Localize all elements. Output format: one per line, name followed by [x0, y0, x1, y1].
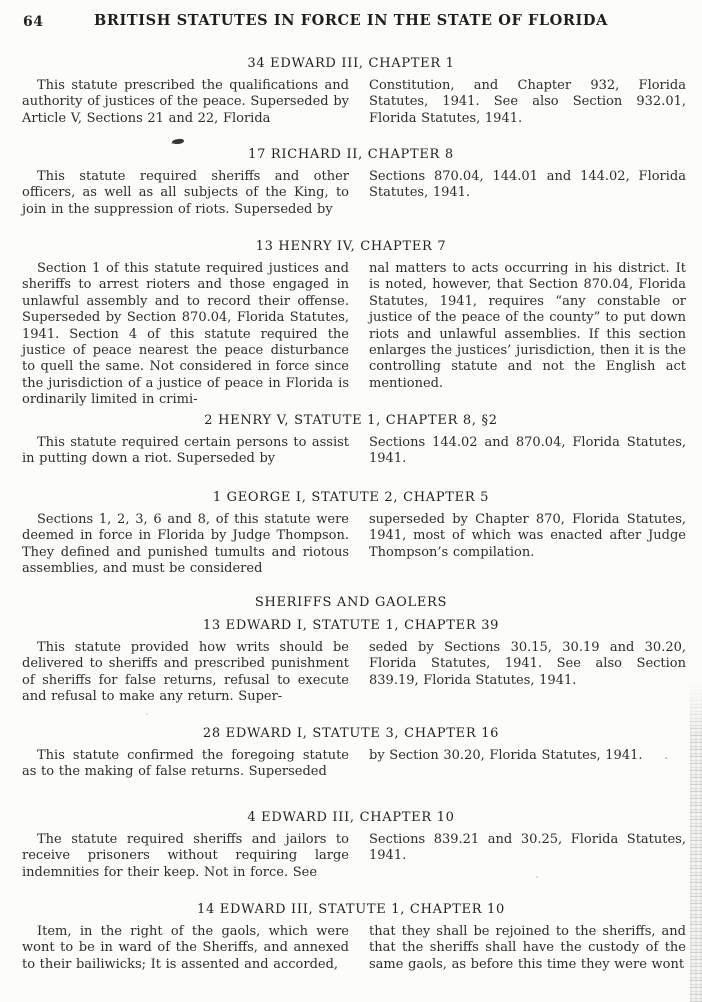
- statute-right-column: nal matters to acts occurring in his district. It is noted, however, that Section 870.04, Florida Statutes, 1941, requires “any constable or justice of the peace of the county” to put down riots and unlawful assemblies. If this section enlarges the justices’ jurisdiction, then it is the controlling statute and not the English act mentioned.: [369, 261, 686, 391]
- running-title: BRITISH STATUTES IN FORCE IN THE STATE OF FLORIDA: [94, 12, 608, 29]
- two-column-text: [0, 78, 702, 127]
- statute-left-column: The statute required sheriffs and jailors to receive prisoners without requiring large indemnities for their keep. Not in force. See: [22, 832, 349, 880]
- statute-heading: 14 EDWARD III, STATUTE 1, CHAPTER 10: [197, 902, 505, 917]
- statute-heading: 2 HENRY V, STATUTE 1, CHAPTER 8, §2: [204, 413, 498, 428]
- statute-right-column: Sections 144.02 and 870.04, Florida Statutes, 1941.: [369, 435, 686, 467]
- statute-heading: 4 EDWARD III, CHAPTER 10: [247, 810, 455, 825]
- two-column-text: [0, 640, 702, 706]
- group-heading-sheriffs-and-gaolers: SHERIFFS AND GAOLERS: [254, 595, 448, 610]
- statute-heading: 13 EDWARD I, STATUTE 1, CHAPTER 39: [202, 618, 500, 633]
- running-header: [0, 12, 702, 34]
- statute-left-column: This statute confirmed the foregoing statute as to the making of false returns. Superseded: [22, 748, 349, 780]
- statute-right-column: by Section 30.20, Florida Statutes, 1941.: [369, 748, 643, 763]
- statute-left-column: Sections 1, 2, 3, 6 and 8, of this statute were deemed in force in Florida by Judge Thompson. They defined and punished tumults and riotous assemblies, and must be considered: [22, 512, 349, 577]
- statute-heading: 34 EDWARD III, CHAPTER 1: [247, 56, 455, 71]
- statute-right-column: Sections 839.21 and 30.25, Florida Statutes, 1941.: [369, 832, 686, 864]
- statute-right-column: superseded by Chapter 870, Florida Statutes, 1941, most of which was enacted after Judge Thompson’s compilation.: [369, 512, 686, 560]
- scanner-edge-noise: [690, 680, 702, 1002]
- statute-section-13-henry-iv: [0, 238, 702, 409]
- statute-heading: 13 HENRY IV, CHAPTER 7: [255, 239, 447, 254]
- statute-heading: 17 RICHARD II, CHAPTER 8: [248, 147, 454, 162]
- statute-section-34-edward-iii: [0, 55, 702, 127]
- statute-left-column: This statute required sheriffs and other officers, as well as all subjects of the King, to join in the suppression of riots. Superseded by: [22, 169, 349, 217]
- two-column-text: [0, 748, 702, 781]
- statute-section-4-edward-iii: [0, 809, 702, 881]
- two-column-text: [0, 261, 702, 409]
- statute-section-2-henry-v: [0, 412, 702, 468]
- statute-section-14-edward-iii: [0, 901, 702, 973]
- paper-speck-artifacts: [0, 0, 2, 2]
- statute-right-column: that they shall be rejoined to the sheriffs, and that the sheriffs shall have the custody of the same gaols, as before this time they were wont: [369, 924, 686, 972]
- statute-right-column: Sections 870.04, 144.01 and 144.02, Florida Statutes, 1941.: [369, 169, 686, 201]
- statute-heading: 1 GEORGE I, STATUTE 2, CHAPTER 5: [212, 490, 490, 505]
- two-column-text: [0, 169, 702, 218]
- statute-right-column: Constitution, and Chapter 932, Florida Statutes, 1941. See also Section 932.01, Florida Statutes, 1941.: [369, 78, 686, 126]
- statute-section-28-edward-i: [0, 725, 702, 781]
- statute-section-1-george-i: [0, 489, 702, 578]
- two-column-text: [0, 832, 702, 881]
- statute-heading: 28 EDWARD I, STATUTE 3, CHAPTER 16: [202, 726, 500, 741]
- two-column-text: [0, 435, 702, 468]
- statute-left-column: This statute provided how writs should be delivered to sheriffs and prescribed punishment of sheriffs for false returns, refusal to execute and refusal to make any return. Super-: [22, 640, 349, 705]
- statute-left-column: This statute required certain persons to assist in putting down a riot. Superseded by: [22, 435, 349, 467]
- statute-section-17-richard-ii: [0, 146, 702, 218]
- statute-section-13-edward-i: [0, 594, 702, 706]
- page-number: 64: [23, 14, 44, 30]
- statute-left-column: Section 1 of this statute required justices and sheriffs to arrest rioters and those engaged in unlawful assembly and to record their offense. Superseded by Section 870.04, Florida Statutes, 1941. Section 4 of this statute required the justice of peace nearest the peace disturbance to quell the same. Not considered in force since the jurisdiction of a justice of peace in Florida is ordinarily limited in crimi-: [22, 261, 349, 408]
- statute-right-column: seded by Sections 30.15, 30.19 and 30.20, Florida Statutes, 1941. See also Section 839.19, Florida Statutes, 1941.: [369, 640, 686, 688]
- statute-left-column: Item, in the right of the gaols, which were wont to be in ward of the Sheriffs, and annexed to their bailiwicks; It is assented and accorded,: [22, 924, 349, 972]
- statute-left-column: This statute prescribed the qualifications and authority of justices of the peace. Superseded by Article V, Sections 21 and 22, Florida: [22, 78, 349, 126]
- two-column-text: [0, 924, 702, 973]
- two-column-text: [0, 512, 702, 578]
- ink-smudge-artifact: [172, 139, 184, 145]
